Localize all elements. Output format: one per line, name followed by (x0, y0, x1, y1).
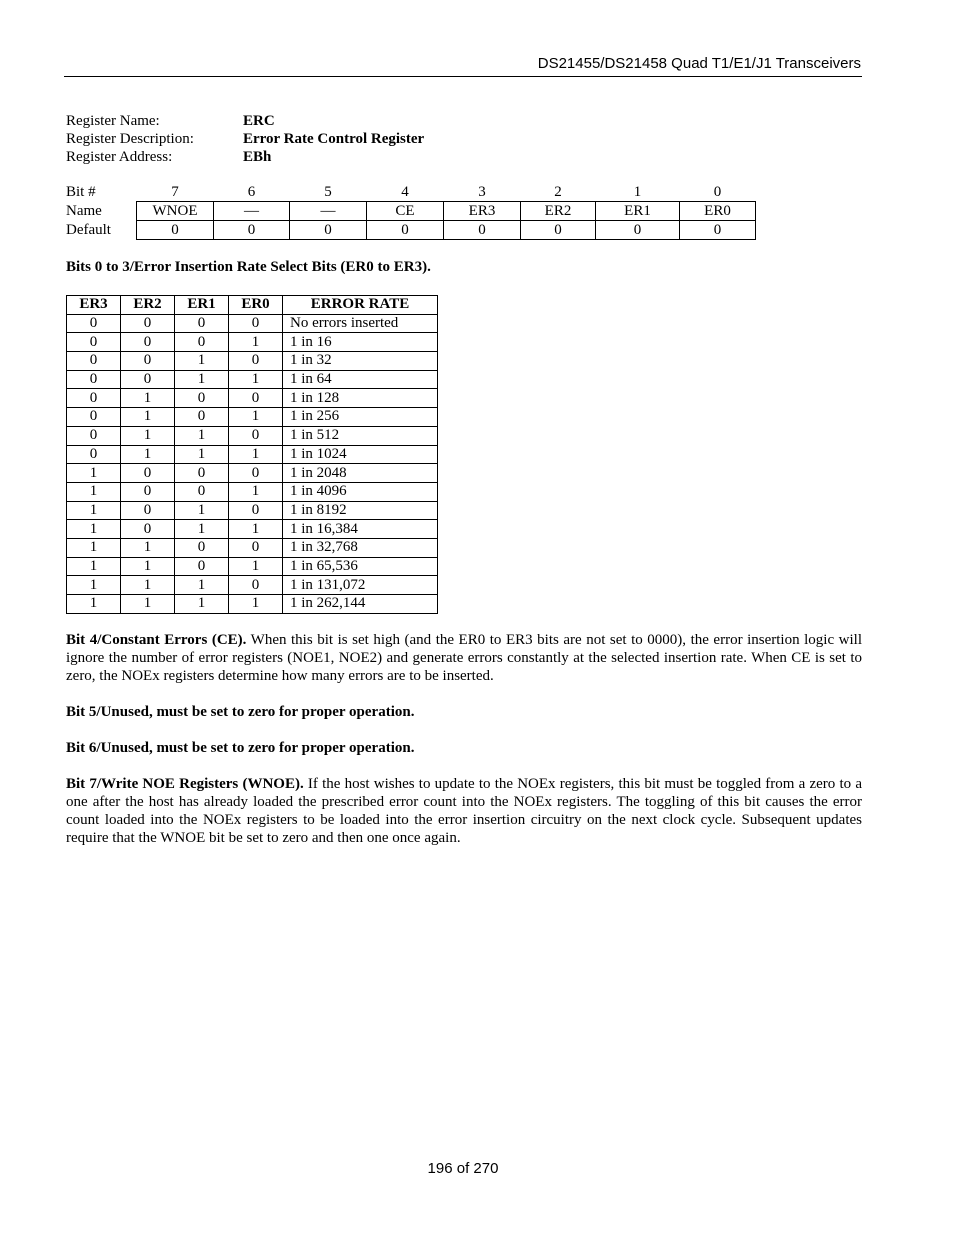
bit-value-cell: 0 (175, 389, 229, 408)
bit6-heading: Bit 6/Unused, must be set to zero for proper operation. (66, 740, 415, 756)
bit-name: ER1 (596, 202, 680, 221)
bit-value-cell: 0 (121, 520, 175, 539)
bit-value-cell: 1 (121, 576, 175, 595)
register-description-row (66, 130, 424, 148)
bit-value-cell: 0 (175, 557, 229, 576)
bit-value-cell: 0 (67, 352, 121, 371)
bit-value-cell: 0 (121, 370, 175, 389)
error-rate-cell: 1 in 128 (283, 389, 438, 408)
bit7-text: If the host wishes to update to the NOEx registers, this bit must be toggled from a zero to a one after the host has already loaded the prescribed error count into the NOEx registers. The toggling of this bit causes the error count loaded into the NOEx registers to be loaded into the error insertion circuitry on the next clock cycle. Subsequent updates require that the WNOE bit be set to zero and then one once again. (66, 776, 862, 846)
error-rate-cell: 1 in 262,144 (283, 595, 438, 614)
bit-name-label: Name (66, 203, 102, 219)
register-description-value: Error Rate Control Register (243, 131, 425, 147)
bit-name: — (290, 202, 367, 221)
error-rate-cell: 1 in 131,072 (283, 576, 438, 595)
bit-value-cell: 0 (67, 333, 121, 352)
bit-name-row (64, 202, 756, 221)
bit-name: — (214, 202, 290, 221)
bit-value-cell: 1 (67, 595, 121, 614)
error-rate-cell: 1 in 65,536 (283, 557, 438, 576)
bit-value-cell: 1 (121, 595, 175, 614)
bit-value-cell: 1 (121, 408, 175, 427)
column-header: ER1 (175, 296, 229, 315)
bit-number-row (64, 183, 756, 202)
bit-number: 5 (324, 184, 332, 200)
bit-value-cell: 0 (175, 314, 229, 333)
bit-value-cell: 0 (67, 408, 121, 427)
bit-value-cell: 0 (229, 464, 283, 483)
bit-value-cell: 1 (175, 370, 229, 389)
bit-name: WNOE (137, 202, 214, 221)
bit-value-cell: 1 (229, 370, 283, 389)
table-row (67, 538, 438, 557)
bit-value-cell: 1 (229, 520, 283, 539)
bit-name: CE (367, 202, 444, 221)
bit4-heading: Bit 4/Constant Errors (CE). (66, 632, 247, 648)
bit-value-cell: 1 (229, 557, 283, 576)
bit-default: 0 (521, 221, 596, 240)
bit-default: 0 (444, 221, 521, 240)
table-row (67, 408, 438, 427)
error-rate-cell: 1 in 4096 (283, 482, 438, 501)
bit-name: ER3 (444, 202, 521, 221)
bit-value-cell: 0 (121, 464, 175, 483)
table-row (67, 557, 438, 576)
bit-number: 0 (713, 184, 722, 200)
bit-value-cell: 0 (67, 314, 121, 333)
bit-number-label: Bit # (66, 184, 96, 201)
column-header: ER0 (229, 296, 283, 315)
bit-value-cell: 0 (229, 501, 283, 520)
register-address-label: Register Address: (66, 149, 173, 165)
bit-value-cell: 0 (67, 445, 121, 464)
error-rate-cell: 1 in 16 (283, 333, 438, 352)
bit-value-cell: 1 (121, 426, 175, 445)
bit-number: 1 (633, 184, 642, 200)
bit-value-cell: 0 (121, 501, 175, 520)
bit-value-cell: 1 (67, 482, 121, 501)
bit-value-cell: 0 (121, 482, 175, 501)
bit-number: 2 (554, 184, 562, 200)
bit-value-cell: 1 (229, 333, 283, 352)
bit-number: 4 (401, 184, 409, 200)
register-name-value: ERC (243, 113, 275, 129)
bit-value-cell: 0 (67, 426, 121, 445)
bit-default-label: Default (66, 222, 111, 238)
table-row (67, 445, 438, 464)
bit-value-cell: 1 (67, 538, 121, 557)
table-row (67, 426, 438, 445)
bit-value-cell: 1 (121, 538, 175, 557)
error-rate-cell: 1 in 32 (283, 352, 438, 371)
column-header: ER2 (121, 296, 175, 315)
bit-value-cell: 1 (67, 557, 121, 576)
register-address-row (66, 148, 424, 166)
register-bit-table (64, 183, 756, 240)
table-row (67, 595, 438, 614)
bit-value-cell: 1 (175, 595, 229, 614)
bit-default: 0 (137, 221, 214, 240)
table-row (67, 333, 438, 352)
error-rate-cell: 1 in 1024 (283, 445, 438, 464)
bit-value-cell: 1 (67, 576, 121, 595)
table-row (67, 576, 438, 595)
bit-value-cell: 1 (67, 464, 121, 483)
section-heading-bits-0-3: Bits 0 to 3/Error Insertion Rate Select Bits (ER0 to ER3). (66, 259, 431, 275)
bit4-description (66, 631, 862, 685)
bit-value-cell: 0 (67, 370, 121, 389)
register-name-row (66, 112, 424, 130)
register-name-label: Register Name: (66, 113, 160, 129)
page-header-title: DS21455/DS21458 Quad T1/E1/J1 Transceivers (537, 55, 861, 72)
bit-value-cell: 1 (121, 389, 175, 408)
bit5-heading: Bit 5/Unused, must be set to zero for proper operation. (66, 704, 415, 720)
bit-value-cell: 0 (175, 464, 229, 483)
bit-value-cell: 0 (229, 426, 283, 445)
bit-default: 0 (290, 221, 367, 240)
bit-value-cell: 0 (67, 389, 121, 408)
table-row (67, 389, 438, 408)
table-row (67, 464, 438, 483)
bit-value-cell: 1 (229, 445, 283, 464)
bit-value-cell: 1 (175, 352, 229, 371)
table-row (67, 501, 438, 520)
error-rate-cell: 1 in 512 (283, 426, 438, 445)
bit7-heading: Bit 7/Write NOE Registers (WNOE). (66, 776, 304, 792)
bit-default: 0 (680, 221, 756, 240)
error-rate-cell: No errors inserted (283, 314, 438, 333)
bit-value-cell: 0 (121, 314, 175, 333)
header-divider (64, 76, 862, 77)
register-info (66, 112, 424, 166)
bit-default: 0 (214, 221, 290, 240)
page-number: 196 of 270 (427, 1160, 499, 1177)
bit-value-cell: 1 (175, 501, 229, 520)
bit-value-cell: 1 (229, 595, 283, 614)
bit-default-row (64, 221, 756, 240)
bit-value-cell: 0 (229, 538, 283, 557)
bit-number: 3 (478, 184, 486, 200)
bit-value-cell: 1 (175, 445, 229, 464)
bit-value-cell: 1 (67, 501, 121, 520)
table-row (67, 314, 438, 333)
table-row (67, 370, 438, 389)
bit-name: ER0 (680, 202, 756, 221)
bit-value-cell: 1 (175, 426, 229, 445)
error-rate-cell: 1 in 256 (283, 408, 438, 427)
bit-name: ER2 (521, 202, 596, 221)
bit-value-cell: 1 (67, 520, 121, 539)
error-rate-cell: 1 in 2048 (283, 464, 438, 483)
bit4-text: When this bit is set high (and the ER0 to ER3 bits are not set to 0000), the error insertion logic will ignore the number of error registers (NOE1, NOE2) and generate errors constantly at the selected insertion rate. When CE is set to zero, the NOEx registers determine how many errors are to be inserted. (66, 632, 862, 684)
bit-value-cell: 1 (175, 576, 229, 595)
bit-value-cell: 1 (121, 557, 175, 576)
bit-number: 6 (247, 184, 256, 200)
table-row (67, 482, 438, 501)
table-row (67, 520, 438, 539)
register-description-label: Register Description: (66, 131, 194, 147)
table-row (67, 352, 438, 371)
bit-value-cell: 0 (229, 314, 283, 333)
bit7-description (66, 775, 862, 847)
bit-value-cell: 1 (175, 520, 229, 539)
bit-value-cell: 0 (229, 352, 283, 371)
bit-value-cell: 0 (229, 389, 283, 408)
bit-value-cell: 0 (175, 333, 229, 352)
bit-value-cell: 0 (121, 352, 175, 371)
bit-value-cell: 0 (175, 482, 229, 501)
error-rate-table (66, 295, 438, 614)
column-header: ER3 (67, 296, 121, 315)
bit-default: 0 (367, 221, 444, 240)
bit-value-cell: 0 (175, 408, 229, 427)
bit-default: 0 (596, 221, 680, 240)
bit-value-cell: 0 (121, 333, 175, 352)
bit-number: 7 (171, 184, 179, 200)
bit-value-cell: 0 (175, 538, 229, 557)
error-rate-cell: 1 in 32,768 (283, 538, 438, 557)
error-rate-cell: 1 in 64 (283, 370, 438, 389)
error-rate-table-header (67, 296, 438, 315)
register-address-value: EBh (243, 149, 272, 165)
bit-value-cell: 0 (229, 576, 283, 595)
column-header: ERROR RATE (283, 296, 438, 315)
bit-value-cell: 1 (121, 445, 175, 464)
error-rate-cell: 1 in 8192 (283, 501, 438, 520)
error-rate-cell: 1 in 16,384 (283, 520, 438, 539)
bit-value-cell: 1 (229, 482, 283, 501)
bit-value-cell: 1 (229, 408, 283, 427)
